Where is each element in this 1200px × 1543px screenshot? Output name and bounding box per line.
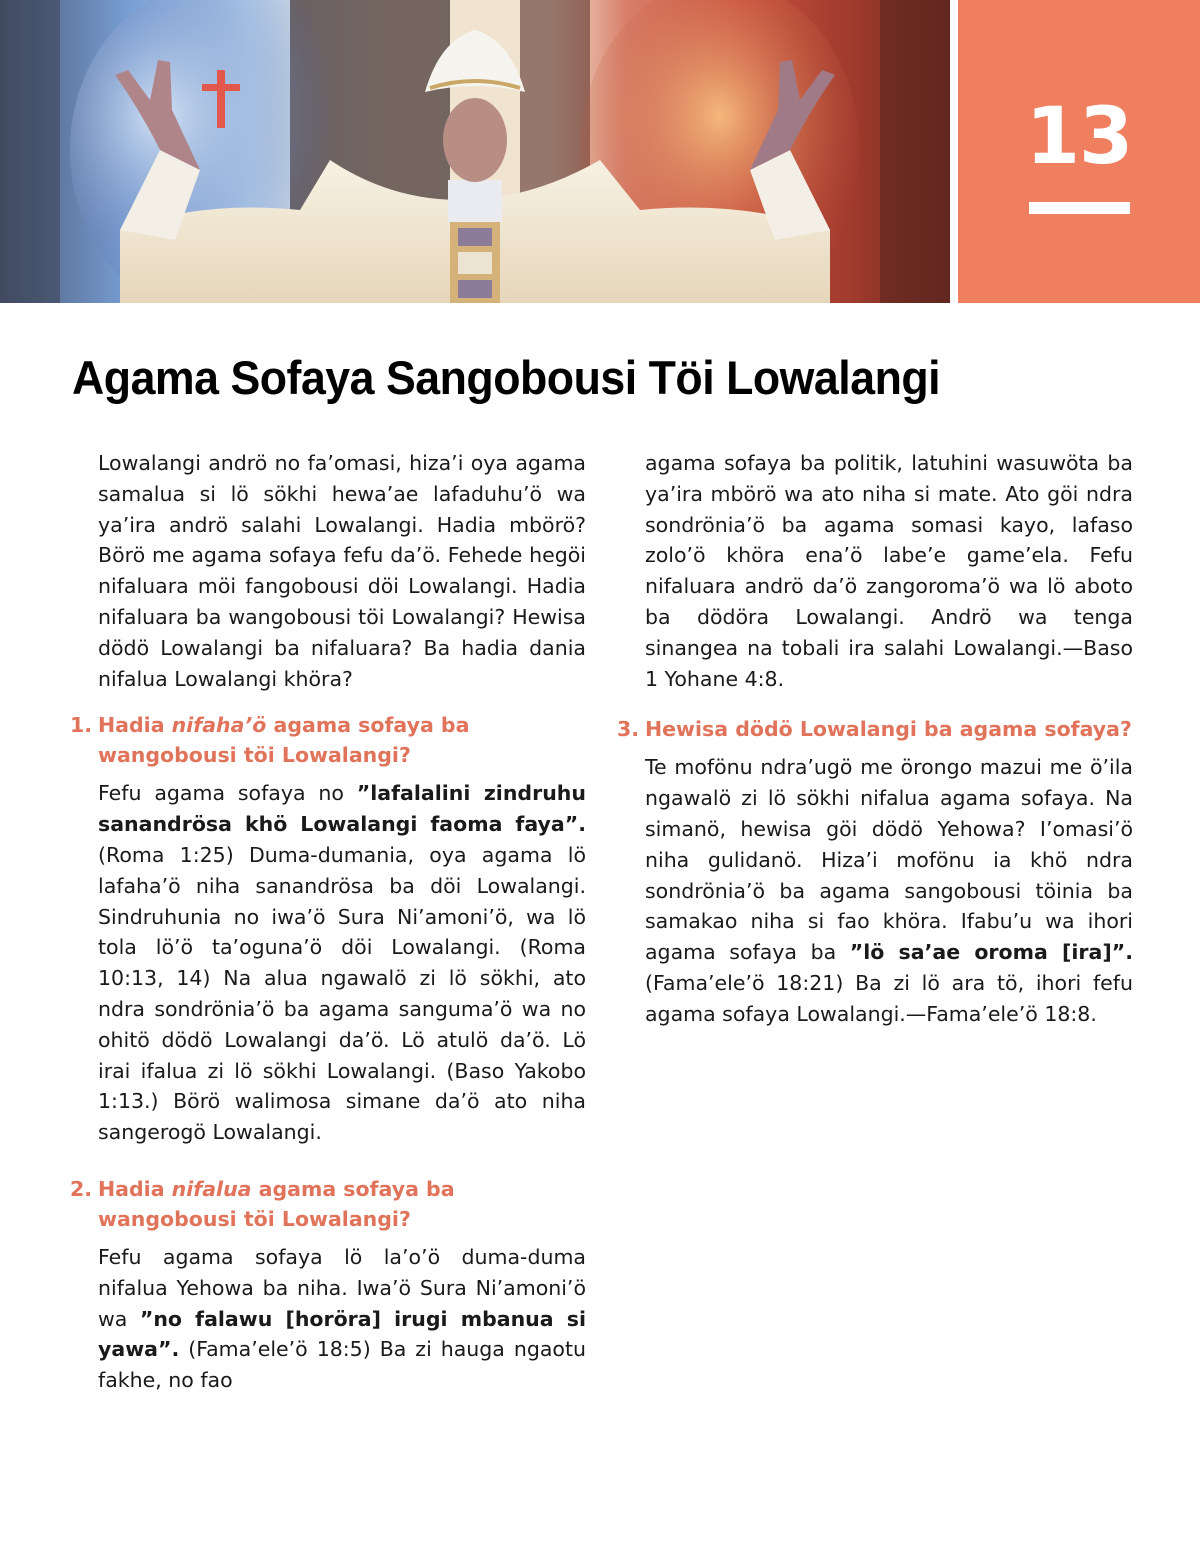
question-2: 2. Hadia nifalua agama sofaya ba wangobousi töi Lowalangi? xyxy=(70,1174,586,1234)
scripture-quote: ”no falawu [horöra] irugi mbanua si yawa”. xyxy=(98,1306,586,1362)
page-title: Agama Sofaya Sangobousi Töi Lowalangi xyxy=(72,351,941,404)
chapter-badge xyxy=(958,0,1200,303)
scripture-quote: ”lafalalini zindruhu sanandrösa khö Lowalangi faoma faya”. xyxy=(98,781,586,837)
question-number: 3. xyxy=(617,717,640,742)
answer-paragraph-2-continued: agama sofaya ba politik, latuhini wasuwöta ba ya’ira mbörö wa ato niha si mate. Ato göi ndra sondrönia’ö ba agama somasi kayo, lafaso zolo’ö khöra ena’ö labe’e game’ela. Fefu nifaluara andrö da’ö zangoroma’ö wa lö aboto ba dödöra Lowalangi. Andrö wa tenga sinangea na tobali ira salahi Lowalangi.—Baso 1 Yohane 4:8. xyxy=(645,451,1133,691)
scripture-quote: ”lö sa’ae oroma [ira]”. xyxy=(849,940,1133,965)
question-number: 1. xyxy=(70,713,93,738)
stained-glass-scene xyxy=(0,0,950,303)
question-1: 1. Hadia nifaha’ö agama sofaya ba wangobousi töi Lowalangi? xyxy=(70,710,586,770)
question-number: 2. xyxy=(70,1176,93,1201)
header-photo xyxy=(0,0,950,303)
question-3: 3. Hewisa dödö Lowalangi ba agama sofaya? xyxy=(617,714,1133,744)
chapter-underline xyxy=(1029,202,1130,214)
chapter-number: 13 xyxy=(1025,92,1133,182)
question-emphasis: nifalua xyxy=(171,1176,252,1201)
column-right xyxy=(617,448,1133,1030)
question-emphasis: nifaha’ö xyxy=(171,713,267,738)
column-left xyxy=(70,448,586,1396)
intro-paragraph: Lowalangi andrö no fa’omasi, hiza’i oya agama samalua si lö sökhi hewa’ae lafaduhu’ö wa ya’ira andrö salahi Lowalangi. Hadia mbörö? Börö me agama sofaya fefu da’ö. Fehede hegöi nifaluara möi fangobousi döi Lowalangi. Hadia nifaluara ba wangobousi töi Lowalangi? Hewisa dödö Lowalangi ba nifaluara? Ba hadia dania nifalua Lowalangi khöra? xyxy=(98,451,586,691)
answer-paragraph-2: Fefu agama sofaya lö la’o’ö duma-duma nifalua Yehowa ba niha. Iwa’ö Sura Ni’amoni’ö wa ”no falawu [horöra] irugi mbanua si yawa”. (Fama’ele’ö 18:5) Ba zi hauga ngaotu fakhe, no fao xyxy=(98,1244,586,1393)
answer-paragraph-1: Fefu agama sofaya no ”lafalalini zindruhu sanandrösa khö Lowalangi faoma faya”. (Roma 1:25) Duma-dumania, oya agama lö lafaha’ö niha sanandrösa ba döi Lowalangi. Sindruhunia no iwa’ö Sura Ni’amoni’ö, wa lö tola lö’ö ta’oguna’ö döi Lowalangi. (Roma 10:13, 14) Na alua ngawalö zi lö sökhi, ato ndra sondrönia’ö ba agama sanguma’ö wa no ohitö dödö Lowalangi da’ö. Lö atulö da’ö. Lö irai ifalua zi lö sökhi Lowalangi. (Baso Yakobo 1:13.) Börö walimosa simane da’ö ato niha sangerogö Lowalangi. xyxy=(98,781,586,1145)
answer-paragraph-3: Te mofönu ndra’ugö me örongo mazui me ö’ila ngawalö zi lö sökhi nifalua agama sofaya. Na simanö, hewisa göi dödö Yehowa? I’omasi’ö niha gulidanö. Hiza’i mofönu ia khö ndra sondrönia’ö ba agama sangobousi töinia ba samakao niha si fao khöra. Ifabu’u wa ihori agama sofaya ba ”lö sa’ae oroma [ira]”. (Fama’ele’ö 18:21) Ba zi lö ara tö, ihori fefu agama sofaya Lowalangi.—Fama’ele’ö 18:8. xyxy=(645,755,1133,1026)
header-divider xyxy=(950,0,958,303)
